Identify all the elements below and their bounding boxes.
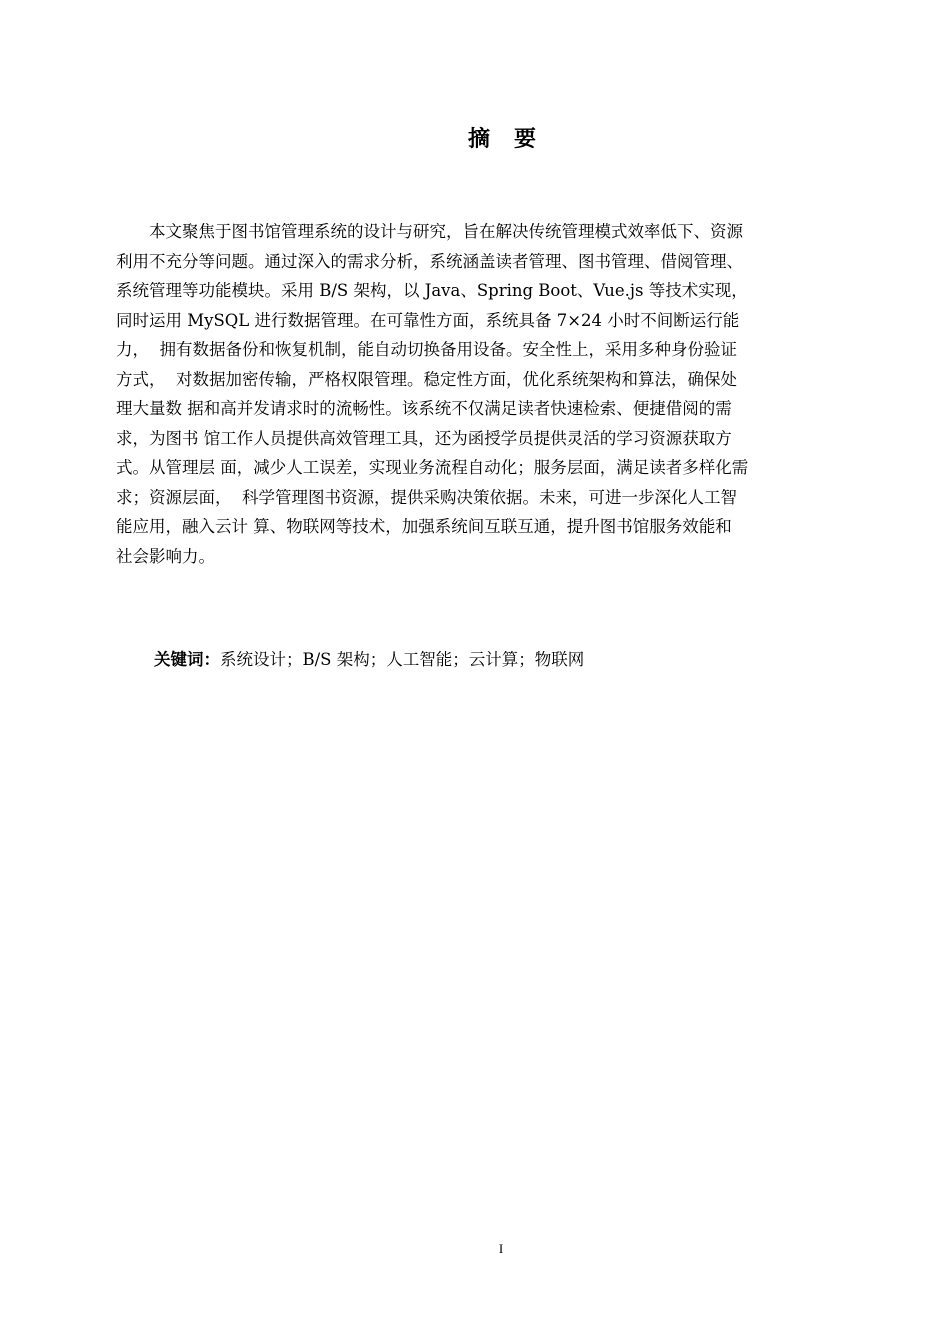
page-title: 摘 要 [467,126,537,152]
abstract-line: 系统管理等功能模块。采用 B/S 架构，以 Java、Spring Boot、Vue.js 等技术实现， [116,281,748,300]
keywords-value: 系统设计；B/S 架构；人工智能；云计算；物联网 [220,650,585,669]
abstract-line: 社会影响力。 [116,546,215,566]
abstract-body [116,217,846,571]
abstract-line: 能应用，融入云计 算、物联网等技术，加强系统间互联互通，提升图书馆服务效能和 [116,517,732,536]
abstract-line: 同时运用 MySQL 进行数据管理。在可靠性方面，系统具备 7×24 小时不间断运行能 [116,310,740,330]
keywords [154,646,584,674]
abstract-line: 求，为图书 馆工作人员提供高效管理工具，还为函授学员提供灵活的学习资源获取方 [116,428,732,448]
keywords-label: 关键词： [154,650,220,669]
abstract-line: 式。从管理层 面，减少人工误差，实现业务流程自动化；服务层面，满足读者多样化需 [116,458,749,477]
abstract-line: 求；资源层面， 科学管理图书资源，提供采购决策依据。未来，可进一步深化人工智 [116,487,737,507]
abstract-line: 本文聚焦于图书馆管理系统的设计与研究，旨在解决传统管理模式效率低下、资源 [116,222,743,241]
abstract-line: 方式， 对数据加密传输，严格权限管理。稳定性方面，优化系统架构和算法，确保处 [116,369,737,389]
abstract-line: 力， 拥有数据备份和恢复机制，能自动切换备用设备。安全性上，采用多种身份验证 [116,340,737,359]
abstract-line: 利用不充分等问题。通过深入的需求分析，系统涵盖读者管理、图书管理、借阅管理、 [116,251,743,271]
page-number: I [498,1241,504,1256]
abstract-line: 理大量数 据和高并发请求时的流畅性。该系统不仅满足读者快速检索、便捷借阅的需 [116,399,732,418]
